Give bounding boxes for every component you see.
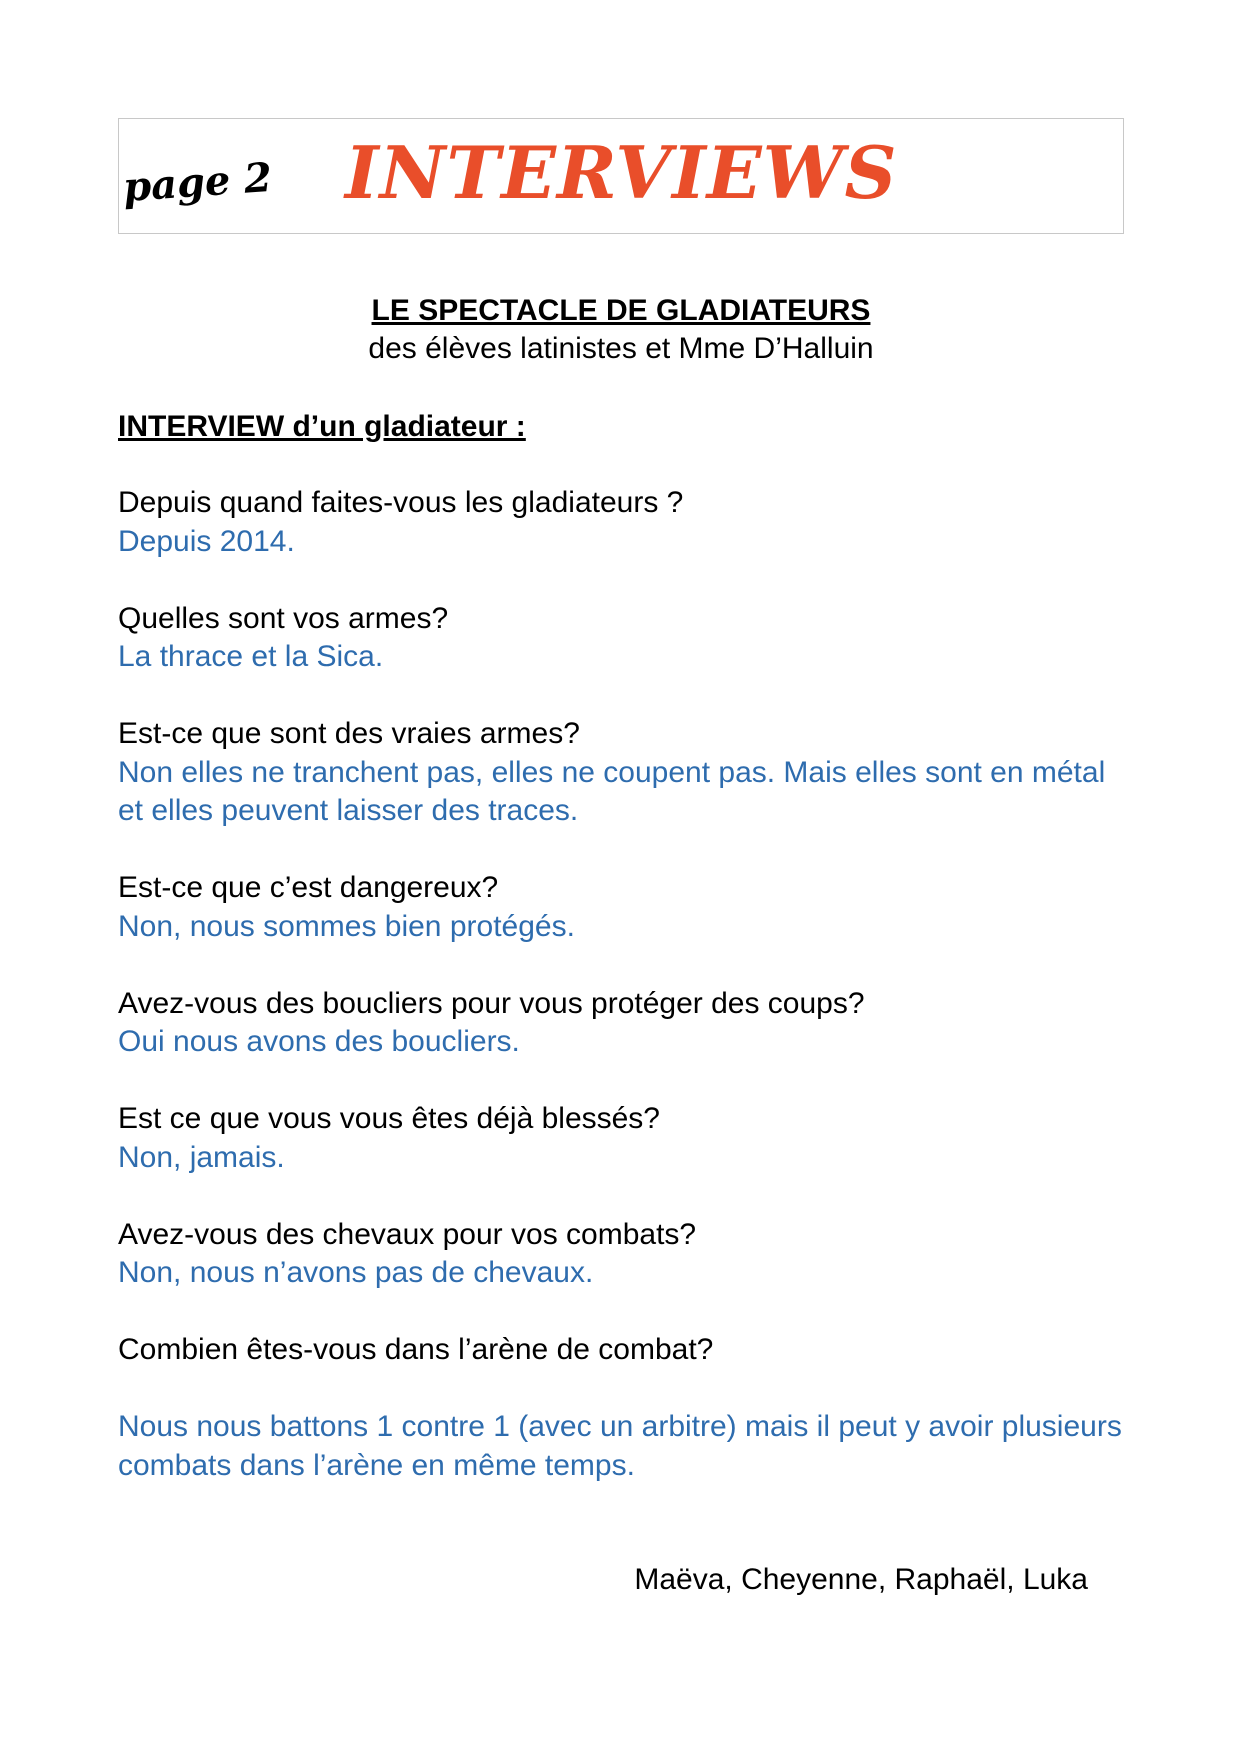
answer-text: La thrace et la Sica. <box>118 640 384 673</box>
question-text: Avez-vous des chevaux pour vos combats? <box>118 1217 697 1251</box>
question-text: Avez-vous des boucliers pour vous protéger des coups? <box>118 986 865 1020</box>
article-title-block <box>118 292 1124 368</box>
question-text: Combien êtes-vous dans l’arène de combat? <box>118 1333 714 1366</box>
answer-text: Non elles ne tranchent pas, elles ne coupent pas. Mais elles sont en métal et elles peuvent laisser des traces. <box>118 755 1106 827</box>
interview-heading: INTERVIEW d’un gladiateur : <box>118 410 526 443</box>
answer-text: Non, nous sommes bien protégés. <box>118 909 575 943</box>
answer-text: Oui nous avons des boucliers. <box>118 1025 520 1058</box>
section-title: INTERVIEWS <box>345 130 898 215</box>
qa-item <box>118 1331 1124 1485</box>
qa-item <box>118 985 1124 1062</box>
answer-text: Non, jamais. <box>118 1140 285 1174</box>
qa-item <box>118 715 1124 831</box>
qa-item <box>118 1216 1124 1293</box>
article-authors: Maëva, Cheyenne, Raphaël, Luka <box>634 1563 1088 1596</box>
answer-text: Depuis 2014. <box>118 524 295 558</box>
interview-qa-list <box>118 484 1124 1524</box>
qa-item <box>118 600 1124 677</box>
article-subtitle: des élèves latinistes et Mme D’Halluin <box>368 332 874 365</box>
question-text: Depuis quand faites-vous les gladiateurs ? <box>118 486 684 519</box>
answer-text: Nous nous battons 1 contre 1 (avec un arbitre) mais il peut y avoir plusieurs combats dans l’arène en même temps. <box>118 1410 1122 1482</box>
qa-item <box>118 869 1124 946</box>
qa-item <box>118 484 1124 561</box>
answer-text: Non, nous n’avons pas de chevaux. <box>118 1256 594 1289</box>
question-text: Est-ce que sont des vraies armes? <box>118 717 580 750</box>
page-number-label: page 2 <box>121 153 274 212</box>
question-text: Est-ce que c’est dangereux? <box>118 871 499 904</box>
page-header <box>118 118 1124 234</box>
qa-item <box>118 1100 1124 1177</box>
article-title: LE SPECTACLE DE GLADIATEURS <box>371 294 871 327</box>
question-text: Quelles sont vos armes? <box>118 601 449 635</box>
question-text: Est ce que vous vous êtes déjà blessés? <box>118 1102 660 1135</box>
